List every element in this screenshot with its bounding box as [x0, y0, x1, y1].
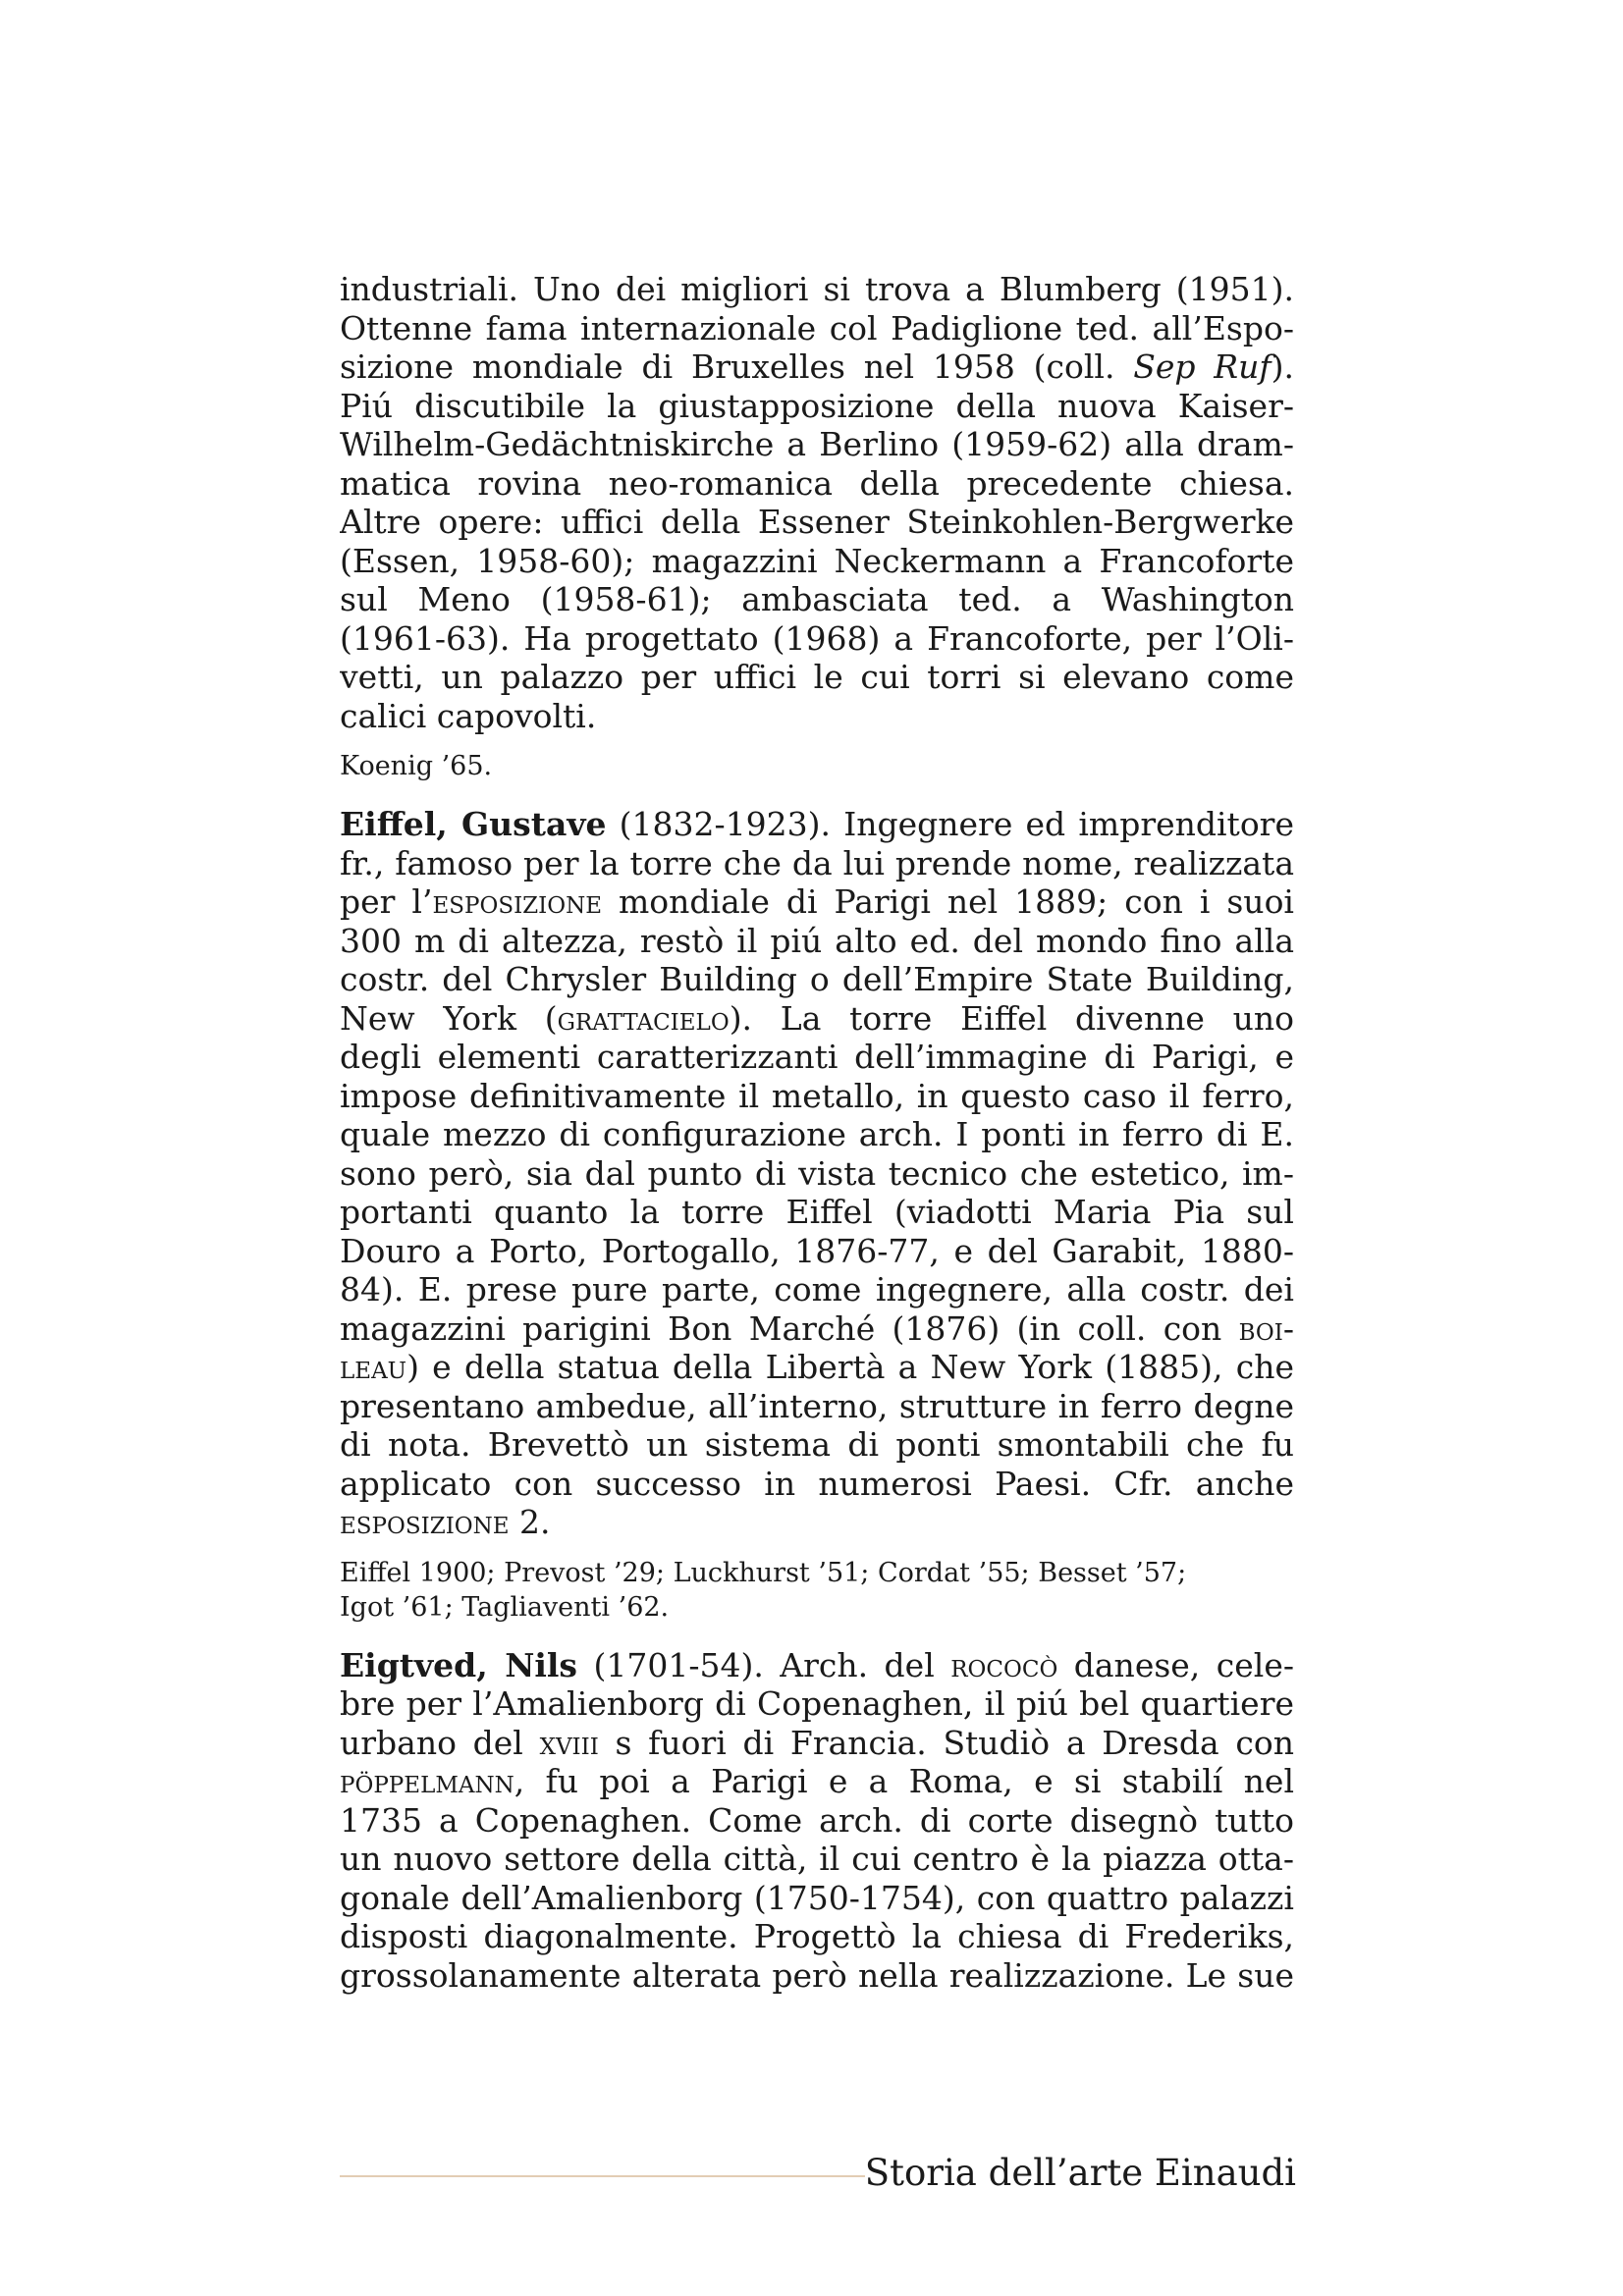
entry-eiffel-heading: [340, 805, 1294, 844]
text-run: 1735 a Copenaghen. Come arch. di corte disegnò tutto: [340, 1800, 1294, 1840]
text-line: [340, 347, 1294, 387]
cross-reference: grattacielo: [557, 998, 730, 1038]
text-line: [340, 503, 1294, 542]
text-run: degli elementi caratterizzanti dell’immagine di Parigi, e: [340, 1038, 1294, 1076]
text-run: (1832-1923). Ingegnere ed imprenditore: [606, 805, 1294, 843]
text-run: costr. del Chrysler Building o dell’Empire State Building,: [340, 960, 1294, 998]
text-run: presentano ambedue, all’interno, strutture in ferro degne: [340, 1386, 1294, 1425]
text-line: [340, 1503, 1294, 1542]
text-line: [340, 1193, 1294, 1232]
text-line: [340, 1724, 1294, 1763]
text-run: fr., famoso per la torre che da lui prende nome, realizzata: [340, 843, 1294, 882]
text-run: sizione mondiale di Bruxelles nel 1958 (coll.: [340, 347, 1134, 386]
text-run: di nota. Brevettò un sistema di ponti smontabili che fu: [340, 1425, 1294, 1464]
text-line: [340, 658, 1294, 697]
text-line: [340, 1684, 1294, 1724]
text-run: Wilhelm-Gedächtniskirche a Berlino (1959-62) alla dram-: [340, 425, 1294, 463]
text-run: Igot ’61; Tagliaventi ’62.: [340, 1591, 670, 1623]
text-run: grossolanamente alterata però nella realizzazione. Le sue: [340, 1955, 1294, 1995]
entry-eigtved-heading: [340, 1646, 1294, 1685]
text-run: (Essen, 1958-60); magazzini Neckermann a Francoforte: [340, 541, 1294, 580]
text-line: [340, 542, 1294, 581]
text-run: Douro a Porto, Portogallo, 1876-77, e del Garabit, 1880-: [340, 1231, 1294, 1270]
text-line: [340, 697, 1294, 736]
bibliography-reference: [340, 749, 1294, 783]
text-line: [340, 1917, 1294, 1956]
text-run: portanti quanto la torre Eiffel (viadotti Maria Pia sul: [340, 1193, 1294, 1231]
text-line: [340, 882, 1294, 922]
text-run: applicato con successo in numerosi Paesi. Cfr. anche: [340, 1464, 1294, 1503]
century-numeral: xviii: [539, 1723, 599, 1762]
text-run: Koenig ’65.: [340, 751, 493, 781]
text-line: [340, 1309, 1294, 1349]
text-run: matica rovina neo-romanica della precedente chiesa.: [340, 463, 1294, 503]
entry-name: Eiffel, Gustave: [340, 805, 607, 843]
text-run: mondiale di Parigi nel 1889; con i suoi: [602, 882, 1294, 921]
text-line: [340, 309, 1294, 348]
text-line: [340, 960, 1294, 999]
text-run: magazzini parigini Bon Marché (1876) (in coll. con: [340, 1308, 1239, 1348]
text-line: [340, 580, 1294, 619]
text-run: Eiffel 1900; Prevost ’29; Luckhurst ’51; Cordat ’55; Besset ’57;: [340, 1557, 1187, 1588]
text-line: [340, 1840, 1294, 1879]
text-run: Ottenne fama internazionale col Padiglione ted. all’Espo-: [340, 308, 1294, 347]
footer-title: Storia dell’arte Einaudi: [864, 2152, 1296, 2194]
text-run: un nuovo settore della città, il cui centro è la piazza otta-: [340, 1840, 1294, 1878]
text-line: [340, 1387, 1294, 1426]
text-line: [340, 1465, 1294, 1504]
text-run: 84). E. prese pure parte, come ingegnere, alla costr. dei: [340, 1270, 1294, 1308]
text-run: urbano del: [340, 1723, 540, 1762]
text-run: bre per l’Amalienborg di Copenaghen, il piú bel quartiere: [340, 1684, 1294, 1723]
cross-reference: pöppelmann: [340, 1762, 514, 1800]
text-run: Piú discutibile la giustapposizione della nuova Kaiser-: [340, 386, 1294, 425]
text-line: [340, 1077, 1294, 1116]
footer-rule: [340, 2175, 865, 2177]
text-line: [340, 999, 1294, 1039]
text-run: quale mezzo di configurazione arch. I ponti in ferro di E.: [340, 1115, 1294, 1153]
text-line: [340, 1425, 1294, 1465]
text-run: New York (: [340, 998, 558, 1038]
text-run: sul Meno (1958-61); ambasciata ted. a Washington: [340, 580, 1294, 618]
text-run: 300 m di altezza, restò il piú alto ed. del mondo fino alla: [340, 921, 1294, 960]
text-run: gonale dell’Amalienborg (1750-1754), con quattro palazzi: [340, 1878, 1294, 1917]
text-line: [340, 1956, 1294, 1996]
text-run: (1961-63). Ha progettato (1968) a Francoforte, per l’Oli-: [340, 618, 1294, 658]
text-line: [340, 1762, 1294, 1801]
text-run: impose definitivamente il metallo, in questo caso il ferro,: [340, 1076, 1294, 1115]
text-run: calici capovolti.: [340, 696, 597, 735]
text-line: [340, 425, 1294, 464]
text-run: vetti, un palazzo per uffici le cui torri si elevano come: [340, 658, 1294, 696]
bibliography-reference: [340, 1556, 1294, 1590]
text-line: [340, 1801, 1294, 1841]
text-run: ).: [1271, 347, 1294, 386]
text-run: industriali. Uno dei migliori si trova a Blumberg (1951).: [340, 270, 1294, 308]
text-line: [340, 922, 1294, 961]
italic-name: Sep Ruf: [1133, 347, 1271, 386]
text-run: Altre opere: uffici della Essener Steinkohlen-Bergwerke: [340, 503, 1294, 541]
text-line: [340, 270, 1294, 309]
text-line: [340, 844, 1294, 883]
text-line: [340, 1879, 1294, 1918]
text-line: [340, 1348, 1294, 1387]
text-run: disposti diagonalmente. Progettò la chiesa di Frederiks,: [340, 1917, 1294, 1955]
text-run: per l’: [340, 882, 433, 921]
text-line: [340, 387, 1294, 426]
text-line: [340, 1232, 1294, 1271]
text-line: [340, 1038, 1294, 1077]
text-line: [340, 1270, 1294, 1309]
cross-reference: boi-: [1238, 1308, 1294, 1348]
text-run: ) e della statua della Libertà a New York (1885), che: [406, 1348, 1294, 1386]
text-run: (1701-54). Arch. del: [577, 1645, 951, 1684]
text-run: danese, cele-: [1057, 1645, 1294, 1684]
text-run: , fu poi a Parigi e a Roma, e si stabilí nel: [514, 1762, 1294, 1800]
text-line: [340, 1115, 1294, 1154]
text-line: [340, 464, 1294, 504]
entry-name: Eigtved, Nils: [340, 1645, 578, 1684]
cross-reference: esposizione 2.: [340, 1503, 551, 1541]
text-run: sono però, sia dal punto di vista tecnico che estetico, im-: [340, 1153, 1294, 1193]
text-line: [340, 1154, 1294, 1194]
text-line: [340, 619, 1294, 659]
cross-reference: rococò: [950, 1645, 1058, 1684]
dictionary-text: [340, 270, 1294, 1995]
bibliography-reference: [340, 1590, 1294, 1625]
cross-reference: esposizione: [432, 882, 603, 921]
cross-reference: leau: [340, 1348, 407, 1386]
text-run: ). La torre Eiffel divenne uno: [729, 998, 1294, 1038]
text-run: s fuori di Francia. Studiò a Dresda con: [598, 1723, 1294, 1762]
